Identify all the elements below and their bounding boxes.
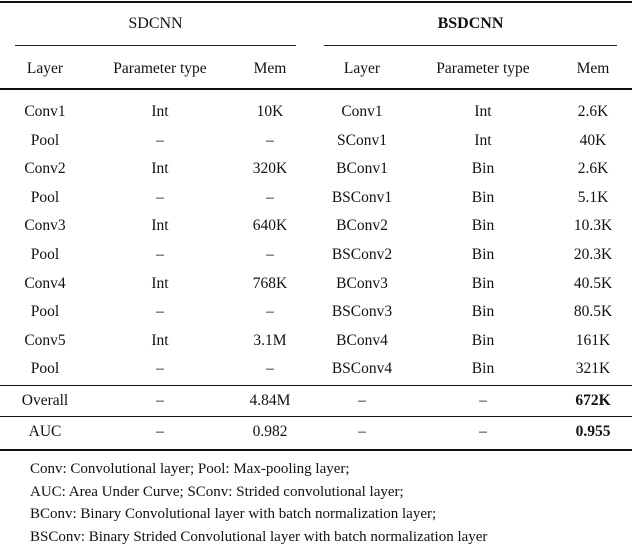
table-cell: Conv1 — [5, 103, 85, 121]
table-cell: Int — [95, 275, 225, 293]
table-cell: Pool — [5, 189, 85, 207]
table-cell: Conv2 — [5, 160, 85, 178]
table-cell: 321K — [558, 360, 628, 378]
table-cell: 80.5K — [558, 303, 628, 321]
summary-cell: AUC — [5, 423, 85, 441]
column-header: Mem — [558, 60, 628, 78]
table-notes — [30, 458, 487, 548]
table-cell: SConv1 — [317, 132, 407, 150]
table-cell: 768K — [235, 275, 305, 293]
table-cell: 2.6K — [558, 103, 628, 121]
table-cell: 2.6K — [558, 160, 628, 178]
table-cell: BSConv2 — [317, 246, 407, 264]
summary-cell: 672K — [558, 392, 628, 410]
table-cell: 3.1M — [235, 332, 305, 350]
table-cell: – — [235, 303, 305, 321]
table-cell: Bin — [418, 217, 548, 235]
table-cell: Int — [95, 217, 225, 235]
table-cell: – — [235, 189, 305, 207]
column-header: Parameter type — [418, 60, 548, 78]
table-cell: Int — [95, 103, 225, 121]
table-cell: Bin — [418, 332, 548, 350]
summary-cell: 0.982 — [235, 423, 305, 441]
table-cell: 320K — [235, 160, 305, 178]
table-cell: 20.3K — [558, 246, 628, 264]
table-cell: – — [95, 189, 225, 207]
table-cell: Pool — [5, 303, 85, 321]
table-cell: Bin — [418, 160, 548, 178]
table-cell: Conv1 — [317, 103, 407, 121]
column-header: Parameter type — [95, 60, 225, 78]
auc-rule — [0, 416, 632, 417]
table-cell: Bin — [418, 360, 548, 378]
table-cell: BSConv3 — [317, 303, 407, 321]
summary-cell: 4.84M — [235, 392, 305, 410]
table-cell: Bin — [418, 275, 548, 293]
column-header: Mem — [235, 60, 305, 78]
summary-cell: – — [418, 423, 548, 441]
table-cell: BConv3 — [317, 275, 407, 293]
summary-cell: – — [317, 392, 407, 410]
table-cell: 5.1K — [558, 189, 628, 207]
table-cell: Pool — [5, 360, 85, 378]
table-cell: Bin — [418, 189, 548, 207]
header-rule — [0, 88, 632, 90]
table-cell: Int — [418, 132, 548, 150]
table-cell: Int — [95, 332, 225, 350]
table-cell: Conv4 — [5, 275, 85, 293]
table-cell: Conv5 — [5, 332, 85, 350]
note-line: Conv: Convolutional layer; Pool: Max-pooling layer; — [30, 458, 487, 481]
table-cell: BConv2 — [317, 217, 407, 235]
note-line: BConv: Binary Convolutional layer with batch normalization layer; — [30, 503, 487, 526]
bottom-rule — [0, 449, 632, 451]
table-cell: – — [235, 360, 305, 378]
table-cell: – — [235, 246, 305, 264]
table-cell: BSConv1 — [317, 189, 407, 207]
table-cell: 10K — [235, 103, 305, 121]
table-cell: 640K — [235, 217, 305, 235]
summary-cell: – — [317, 423, 407, 441]
table-cell: 40K — [558, 132, 628, 150]
table-cell: Int — [418, 103, 548, 121]
table-cell: Int — [95, 160, 225, 178]
table-cell: – — [235, 132, 305, 150]
table-cell: 40.5K — [558, 275, 628, 293]
summary-cell: – — [418, 392, 548, 410]
summary-cell: – — [95, 392, 225, 410]
table-cell: Bin — [418, 246, 548, 264]
table-cell: 161K — [558, 332, 628, 350]
column-header: Layer — [5, 60, 85, 78]
note-line: BSConv: Binary Strided Convolutional layer with batch normalization layer — [30, 526, 487, 548]
table-cell: – — [95, 360, 225, 378]
summary-cell: 0.955 — [558, 423, 628, 441]
table-cell: Conv3 — [5, 217, 85, 235]
group-rule-sdcnn — [15, 45, 296, 46]
group-rule-bsdcnn — [324, 45, 617, 46]
summary-cell: Overall — [5, 392, 85, 410]
table-cell: Pool — [5, 132, 85, 150]
group-header-bsdcnn: BSDCNN — [324, 15, 617, 33]
group-header-sdcnn: SDCNN — [15, 15, 296, 33]
summary-rule — [0, 385, 632, 386]
table-cell: BSConv4 — [317, 360, 407, 378]
summary-cell: – — [95, 423, 225, 441]
table-cell: Pool — [5, 246, 85, 264]
table-cell: 10.3K — [558, 217, 628, 235]
note-line: AUC: Area Under Curve; SConv: Strided convolutional layer; — [30, 481, 487, 504]
top-rule — [0, 1, 632, 3]
table-cell: Bin — [418, 303, 548, 321]
table-cell: – — [95, 303, 225, 321]
table-cell: – — [95, 132, 225, 150]
table-cell: BConv4 — [317, 332, 407, 350]
table-cell: – — [95, 246, 225, 264]
column-header: Layer — [317, 60, 407, 78]
table-cell: BConv1 — [317, 160, 407, 178]
